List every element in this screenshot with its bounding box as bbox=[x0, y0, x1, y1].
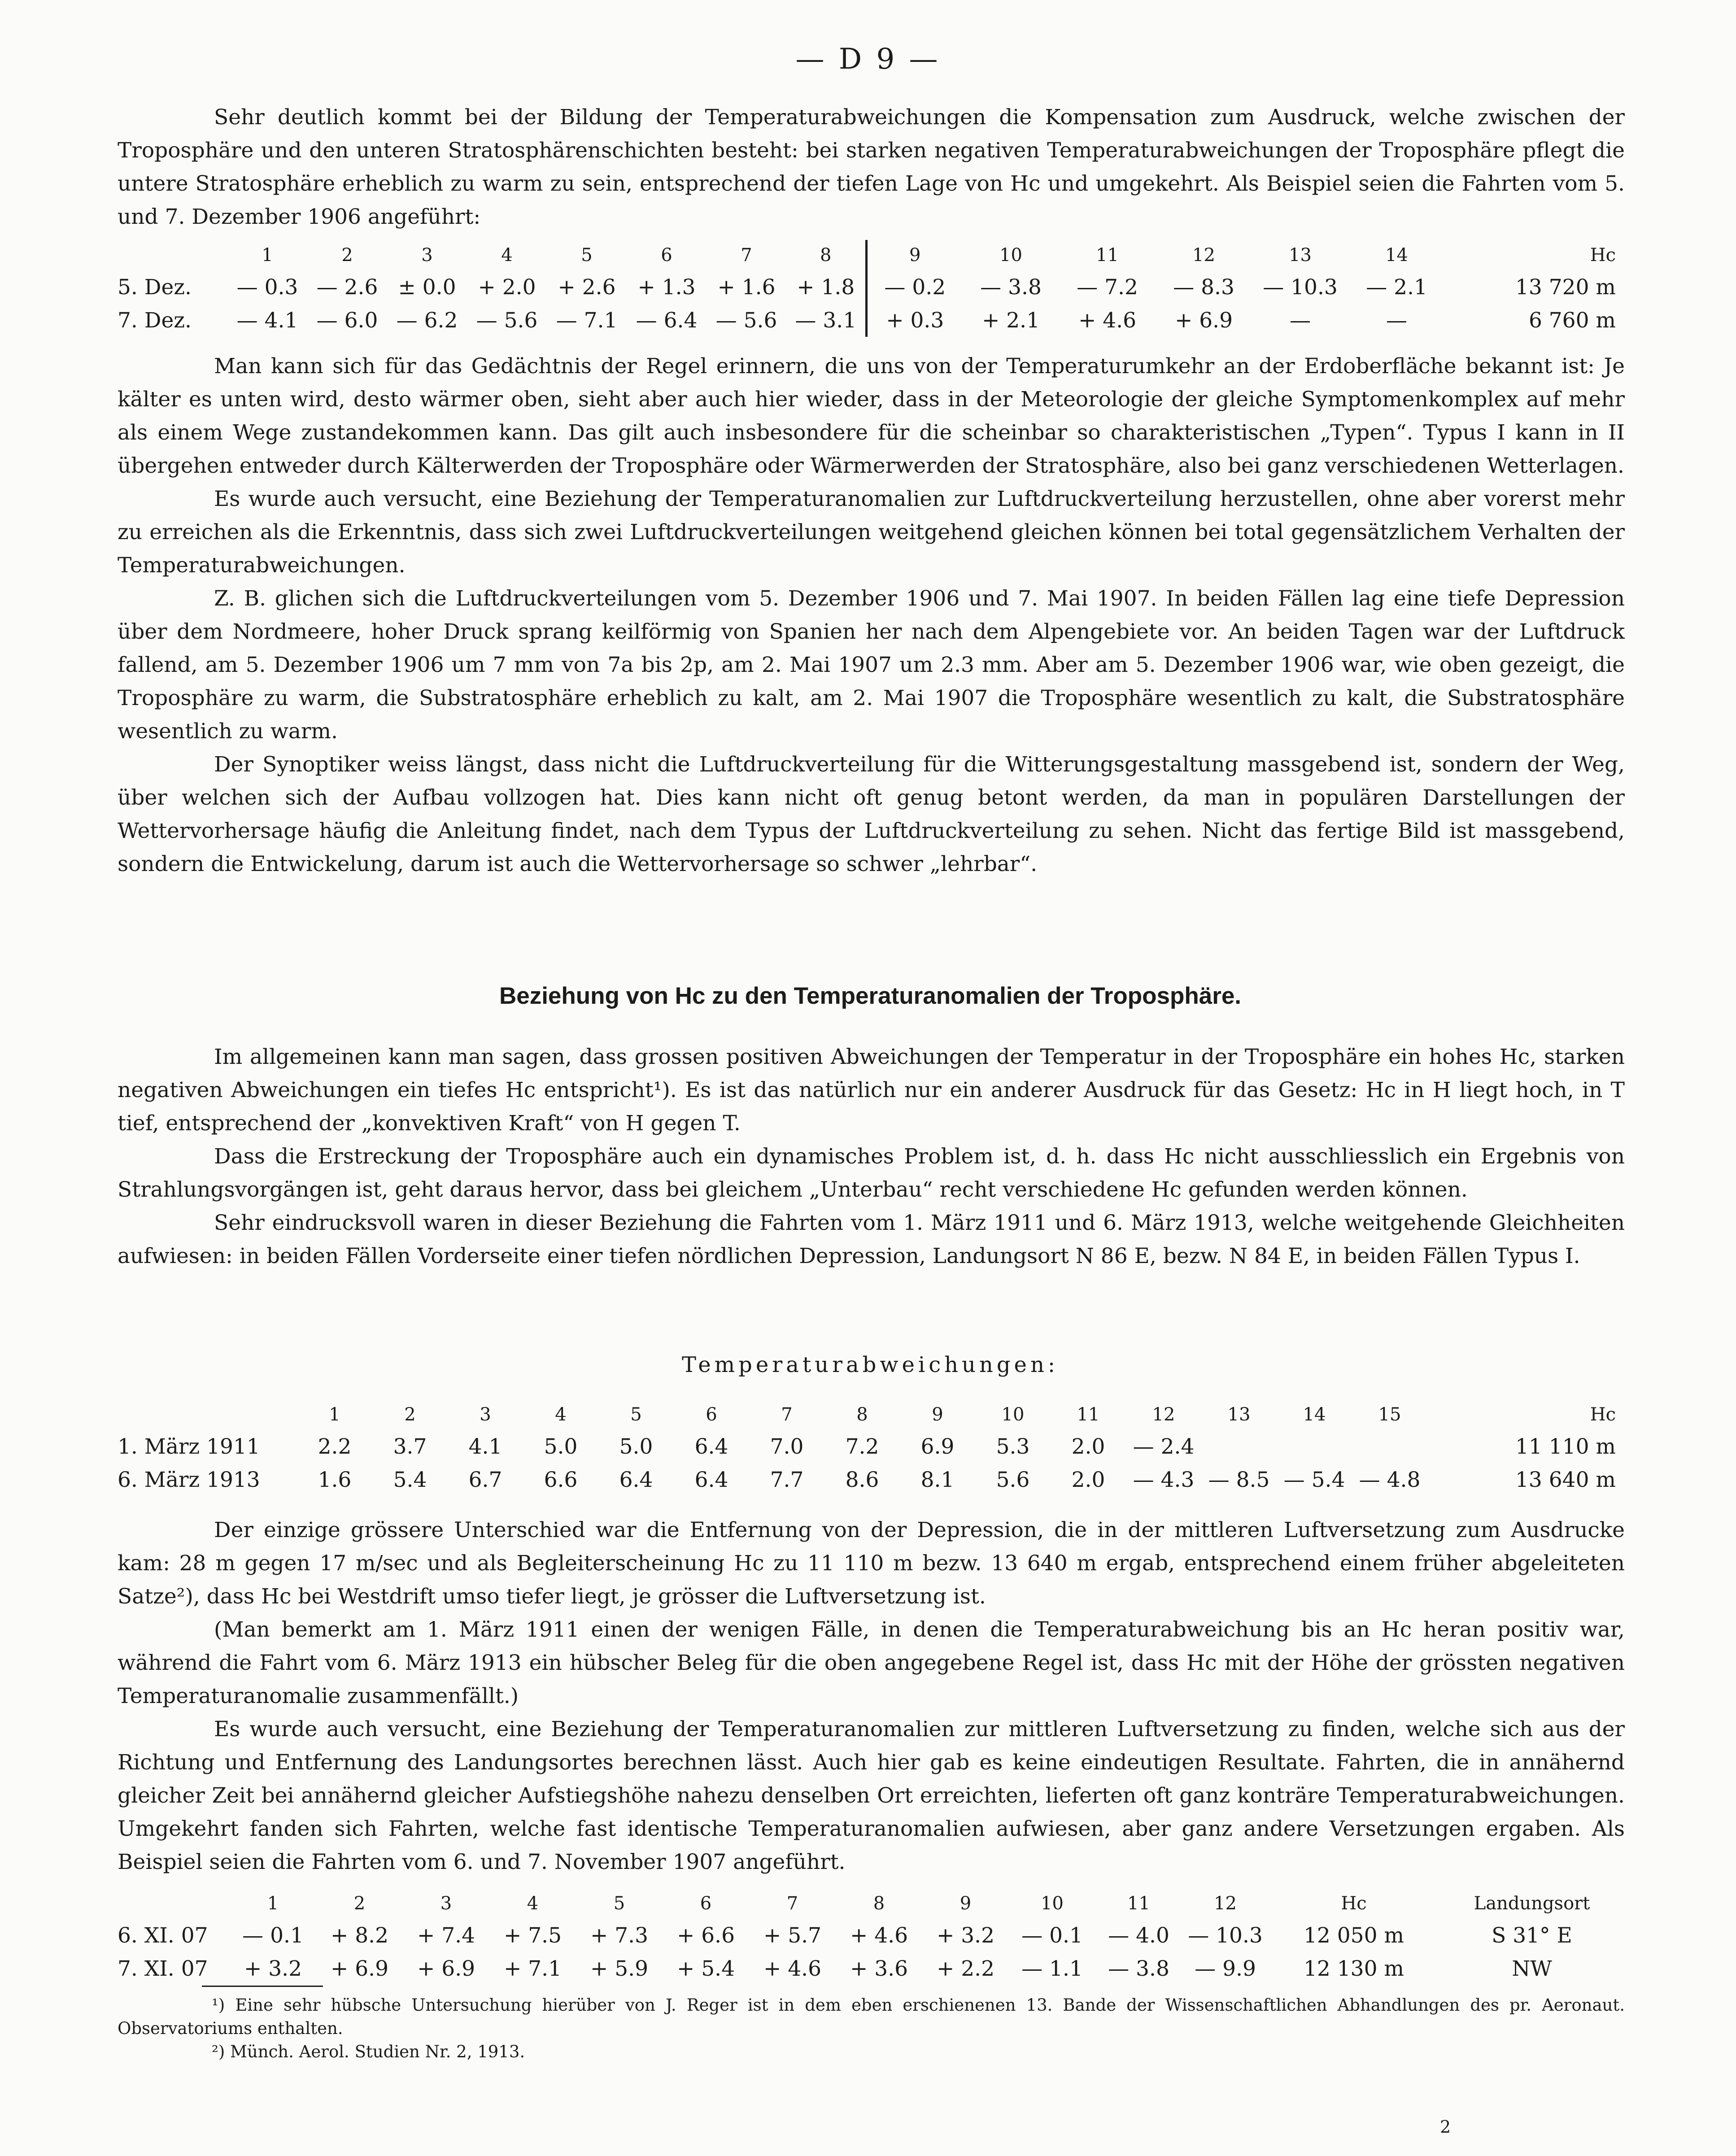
table-cell: + 8.2 bbox=[330, 1923, 389, 1948]
table-row bbox=[118, 1952, 1625, 1985]
page-number: 2 bbox=[1440, 2117, 1451, 2137]
table-november-1907 bbox=[118, 1888, 1625, 1985]
col-header: 1 bbox=[262, 245, 273, 266]
table-cell bbox=[1201, 1430, 1277, 1463]
col-header: 6 bbox=[706, 1404, 717, 1425]
table-cell: + 7.5 bbox=[503, 1923, 562, 1948]
page-header: — D 9 — bbox=[795, 43, 941, 76]
col-header: 4 bbox=[501, 245, 513, 266]
paragraph: Der einzige grössere Unterschied war die Entfernung von der Depression, die in der mittleren Luftversetzung zum Ausdrucke kam: 28 m gegen 17 m/sec und als Begleiterscheinung Hc zu 11 110 m bezw. 13 640 m ergab, entsprechend einem früher abgeleiteten Satze²), dass Hc bei Westdrift umso tiefer liegt, je grösser die Luftversetzung ist. bbox=[118, 1518, 1625, 1609]
table-cell: 7.2 bbox=[845, 1434, 879, 1459]
table-cell: 6.9 bbox=[920, 1434, 955, 1459]
table-cell: — 2.1 bbox=[1366, 274, 1427, 300]
table-cell: + 2.1 bbox=[981, 308, 1040, 333]
table-cell: — 6.2 bbox=[396, 308, 458, 333]
table-cell: + 4.6 bbox=[1078, 308, 1137, 333]
table-cell: 7.7 bbox=[770, 1467, 804, 1492]
table-cell: + 5.4 bbox=[676, 1956, 735, 1981]
col-header: 7 bbox=[781, 1404, 793, 1425]
table-cell: 6.6 bbox=[544, 1467, 578, 1492]
col-header: 4 bbox=[527, 1893, 539, 1914]
col-header: 8 bbox=[820, 245, 832, 266]
table-cell: + 6.6 bbox=[676, 1923, 735, 1948]
table-cell: 6 760 m bbox=[1528, 308, 1616, 333]
table-header-row bbox=[118, 1399, 1625, 1430]
paragraph: Im allgemeinen kann man sagen, dass grossen positiven Abweichungen der Temperatur in der Troposphäre ein hohes Hc, starken negativen Abweichungen ein tiefes Hc entspricht¹). Es ist das natürlich nur ein anderer Ausdruck für das Gesetz: Hc in H liegt hoch, in T tief, entsprechend der „konvektiven Kraft“ von H gegen T. bbox=[118, 1045, 1625, 1136]
section-heading: Beziehung von Hc zu den Temperaturanomalien der Troposphäre. bbox=[499, 983, 1242, 1009]
table-cell: — 4.0 bbox=[1108, 1923, 1169, 1948]
paragraph: Man kann sich für das Gedächtnis der Regel erinnern, die uns von der Temperaturumkehr an der Erdoberfläche bekannt ist: Je kälter es unten wird, desto wärmer oben, sieht aber auch hier wieder, dass in der Meteorologie der gleiche Symptomenkomplex auf mehr als einem Wege zustandekommen kann. Das gilt auch insbesondere für die scheinbar so charakteristischen „Typen“. Typus I kann in II übergehen entweder durch Kälterwerden der Troposphäre oder Wärmerwerden der Stratosphäre, also bei ganz verschiedenen Wetterlagen. bbox=[118, 354, 1625, 478]
col-header: 14 bbox=[1385, 245, 1408, 266]
table-cell: 8.6 bbox=[845, 1467, 879, 1492]
table-cell: — 6.4 bbox=[636, 308, 698, 333]
table-cell: — 4.8 bbox=[1359, 1467, 1421, 1492]
table-cell: + 2.2 bbox=[936, 1956, 995, 1981]
table-cell: + 3.2 bbox=[244, 1956, 302, 1981]
footnotes bbox=[118, 1994, 1625, 2064]
table-cell: + 4.6 bbox=[850, 1923, 908, 1948]
col-header: Landungsort bbox=[1474, 1893, 1590, 1914]
table-cell: — 7.2 bbox=[1077, 274, 1138, 300]
table-cell: — 5.4 bbox=[1283, 1467, 1345, 1492]
col-header: 12 bbox=[1192, 245, 1215, 266]
row-label: 5. Dez. bbox=[118, 274, 192, 300]
table-cell: ± 0.0 bbox=[398, 274, 456, 300]
table-cell: 1.6 bbox=[318, 1467, 352, 1492]
table-cell: 3.7 bbox=[393, 1434, 427, 1459]
table-dezember-1906 bbox=[118, 240, 1625, 337]
col-header: 12 bbox=[1214, 1893, 1237, 1914]
footnote: ²) Münch. Aerol. Studien Nr. 2, 1913. bbox=[212, 2042, 525, 2061]
table-cell: 5.4 bbox=[393, 1467, 427, 1492]
table-cell: — 0.1 bbox=[1021, 1923, 1083, 1948]
table-header-row bbox=[118, 240, 1625, 270]
intro-paragraph bbox=[118, 101, 1625, 234]
col-header: 7 bbox=[786, 1893, 798, 1914]
table-cell: 5.0 bbox=[619, 1434, 653, 1459]
col-header: 6 bbox=[661, 245, 672, 266]
table-cell: — bbox=[1290, 308, 1311, 333]
table-cell: — 10.3 bbox=[1263, 274, 1338, 300]
paragraph: (Man bemerkt am 1. März 1911 einen der wenigen Fälle, in denen die Temperaturabweichung bis an Hc heran positiv war, während die Fahrt vom 6. März 1913 ein hübscher Beleg für die oben angegebene Regel ist, dass Hc mit der Höhe der grössten negativen Temperaturanomalie zusammenfällt.) bbox=[118, 1617, 1625, 1708]
col-header: 7 bbox=[741, 245, 752, 266]
table-cell: + 3.2 bbox=[936, 1923, 995, 1948]
table-cell bbox=[1352, 1430, 1427, 1463]
table-cell: + 6.9 bbox=[330, 1956, 389, 1981]
paragraph: Es wurde auch versucht, eine Beziehung der Temperaturanomalien zur Luftdruckverteilung herzustellen, ohne aber vorerst mehr zu erreichen als die Erkenntnis, dass sich zwei Luftdruckverteilungen weitgehend gleichen können bei total gegensätzlichem Verhalten der Temperaturabweichungen. bbox=[118, 487, 1625, 578]
table-cell: 5.0 bbox=[544, 1434, 578, 1459]
table-cell: NW bbox=[1512, 1956, 1552, 1981]
table-cell: 2.0 bbox=[1071, 1434, 1105, 1459]
table-cell: S 31° E bbox=[1492, 1923, 1572, 1948]
table-cell bbox=[1277, 1430, 1352, 1463]
col-header: 8 bbox=[873, 1893, 885, 1914]
table-cell: — 0.3 bbox=[236, 274, 298, 300]
table-cell: — 3.8 bbox=[980, 274, 1042, 300]
table-cell: 6.7 bbox=[468, 1467, 502, 1492]
body-section-a bbox=[118, 350, 1625, 881]
table-cell: + 1.6 bbox=[717, 274, 776, 300]
table-cell: 7.0 bbox=[770, 1434, 804, 1459]
footnote-divider bbox=[202, 1986, 323, 1987]
table-cell: 5.6 bbox=[996, 1467, 1030, 1492]
col-header: Hc bbox=[1590, 1404, 1616, 1425]
col-header: 2 bbox=[404, 1404, 416, 1425]
table-cell: — 2.6 bbox=[316, 274, 378, 300]
table-cell: 6.4 bbox=[619, 1467, 653, 1492]
col-header: 3 bbox=[421, 245, 433, 266]
table-cell: 12 050 m bbox=[1304, 1923, 1404, 1948]
col-header: 3 bbox=[440, 1893, 452, 1914]
table-cell: 6.4 bbox=[694, 1434, 728, 1459]
table-cell: — 7.1 bbox=[556, 308, 618, 333]
col-header: 10 bbox=[999, 245, 1022, 266]
table-cell: 2.0 bbox=[1071, 1467, 1105, 1492]
col-header: Hc bbox=[1590, 245, 1616, 266]
table-cell: — 4.1 bbox=[236, 308, 298, 333]
table-cell: + 0.3 bbox=[866, 304, 963, 337]
table-row bbox=[118, 304, 1625, 337]
col-header: 9 bbox=[932, 1404, 943, 1425]
col-header: 5 bbox=[581, 245, 593, 266]
row-label: 1. März 1911 bbox=[118, 1434, 260, 1459]
row-label: 7. XI. 07 bbox=[118, 1956, 208, 1981]
table-cell: 4.1 bbox=[468, 1434, 502, 1459]
col-header: 9 bbox=[866, 240, 963, 270]
row-label: 7. Dez. bbox=[118, 308, 192, 333]
table-cell: — 3.8 bbox=[1108, 1956, 1169, 1981]
table-cell: + 1.8 bbox=[797, 274, 855, 300]
col-header: 13 bbox=[1227, 1404, 1251, 1425]
table-cell: — 5.6 bbox=[715, 308, 777, 333]
table-cell: — 0.1 bbox=[242, 1923, 304, 1948]
table-cell: 2.2 bbox=[318, 1434, 352, 1459]
table-cell: + 7.3 bbox=[590, 1923, 649, 1948]
col-header: 14 bbox=[1303, 1404, 1326, 1425]
table-cell: + 2.6 bbox=[558, 274, 616, 300]
table-cell: + 5.9 bbox=[590, 1956, 649, 1981]
paragraph: Dass die Erstreckung der Troposphäre auch ein dynamisches Problem ist, d. h. dass Hc nicht ausschliesslich ein Ergebnis von Strahlungsvorgängen ist, geht daraus hervor, dass bei gleichem „Unterbau“ recht verschiedene Hc gefunden werden können. bbox=[118, 1144, 1625, 1202]
table-row bbox=[118, 1430, 1625, 1463]
table-cell: + 2.0 bbox=[478, 274, 536, 300]
table-cell: — 0.2 bbox=[866, 270, 963, 304]
table-cell: 13 720 m bbox=[1515, 274, 1616, 300]
table-cell: + 7.1 bbox=[503, 1956, 562, 1981]
table-cell: — 10.3 bbox=[1188, 1923, 1263, 1948]
col-header: 11 bbox=[1077, 1404, 1100, 1425]
table-cell: — 4.3 bbox=[1133, 1467, 1195, 1492]
table-cell: + 3.6 bbox=[850, 1956, 908, 1981]
table-cell: — 6.0 bbox=[316, 308, 378, 333]
table-cell: + 7.4 bbox=[417, 1923, 475, 1948]
col-header: 1 bbox=[267, 1893, 279, 1914]
col-header: 9 bbox=[960, 1893, 972, 1914]
table-row bbox=[118, 1919, 1625, 1952]
col-header: 6 bbox=[700, 1893, 712, 1914]
col-header: 11 bbox=[1096, 245, 1119, 266]
table-cell: 13 640 m bbox=[1515, 1467, 1616, 1492]
table-cell: — 3.1 bbox=[795, 308, 857, 333]
intro-text: Sehr deutlich kommt bei der Bildung der Temperaturabweichungen die Kompensation zum Ausdruck, welche zwischen der Troposphäre und den unteren Stratosphärenschichten besteht: bei starken negativen Temperaturabweichungen der Troposphäre pflegt die untere Stratosphäre erheblich zu warm zu sein, entsprechend der tiefen Lage von Hc und umgekehrt. Als Beispiel seien die Fahrten vom 5. und 7. Dezember 1906 angeführt: bbox=[118, 105, 1625, 229]
col-header: 2 bbox=[353, 1893, 366, 1914]
col-header: 5 bbox=[630, 1404, 642, 1425]
col-header: 11 bbox=[1127, 1893, 1150, 1914]
col-header: 5 bbox=[613, 1893, 625, 1914]
table-cell: — 1.1 bbox=[1021, 1956, 1083, 1981]
col-header: Hc bbox=[1341, 1893, 1367, 1914]
table-cell: — bbox=[1386, 308, 1407, 333]
table-cell: 8.1 bbox=[920, 1467, 955, 1492]
table-cell: — 2.4 bbox=[1133, 1434, 1195, 1459]
table-cell: + 5.7 bbox=[763, 1923, 822, 1948]
table-cell: — 5.6 bbox=[476, 308, 538, 333]
col-header: 4 bbox=[555, 1404, 567, 1425]
table-row bbox=[118, 270, 1625, 304]
col-header: 1 bbox=[329, 1404, 340, 1425]
paragraph: Der Synoptiker weiss längst, dass nicht die Luftdruckverteilung für die Witterungsgestaltung massgebend ist, sondern der Weg, über welchen sich der Aufbau vollzogen hat. Dies kann nicht oft genug betont werden, da man in populären Darstellungen der Wettervorhersage häufig die Anleitung findet, nach dem Typus der Luftdruckverteilung zu sehen. Nicht das fertige Bild ist massgebend, sondern die Entwickelung, darum ist auch die Wettervorhersage so schwer „lehrbar“. bbox=[118, 752, 1625, 876]
col-header: 3 bbox=[480, 1404, 491, 1425]
table-cell: 12 130 m bbox=[1304, 1956, 1404, 1981]
table-header-row bbox=[118, 1888, 1625, 1919]
table-cell: + 1.3 bbox=[637, 274, 696, 300]
col-header: 12 bbox=[1152, 1404, 1175, 1425]
footnote: ¹) Eine sehr hübsche Untersuchung hierüber von J. Reger ist in dem eben erschienenen 13. Bande der Wissenschaftlichen Abhandlungen des pr. Aeronaut. Observatoriums enthalten. bbox=[118, 1995, 1625, 2038]
table-cell: + 4.6 bbox=[763, 1956, 822, 1981]
body-section-b bbox=[118, 1041, 1625, 1273]
table-cell: — 8.5 bbox=[1208, 1467, 1270, 1492]
paragraph: Sehr eindrucksvoll waren in dieser Beziehung die Fahrten vom 1. März 1911 und 6. März 1913, welche weitgehende Gleichheiten aufwiesen: in beiden Fällen Vorderseite einer tiefen nördlichen Depression, Landungsort N 86 E, bezw. N 84 E, in beiden Fällen Typus I. bbox=[118, 1211, 1625, 1268]
table-cell: 5.3 bbox=[996, 1434, 1030, 1459]
table-cell: 6.4 bbox=[694, 1467, 728, 1492]
col-header: 10 bbox=[1041, 1893, 1064, 1914]
col-header: 15 bbox=[1378, 1404, 1401, 1425]
col-header: 10 bbox=[1001, 1404, 1025, 1425]
table-cell: 11 110 m bbox=[1515, 1434, 1616, 1459]
col-header: 8 bbox=[856, 1404, 868, 1425]
col-header: 13 bbox=[1289, 245, 1312, 266]
table-cell: — 9.9 bbox=[1195, 1956, 1256, 1981]
paragraph: Z. B. glichen sich die Luftdruckverteilungen vom 5. Dezember 1906 und 7. Mai 1907. In beiden Fällen lag eine tiefe Depression über dem Nordmeere, hoher Druck sprang keilförmig von Spanien her nach dem Alpengebiete vor. An beiden Tagen war der Luftdruck fallend, am 5. Dezember 1906 um 7 mm von 7a bis 2p, am 2. Mai 1907 um 2.3 mm. Aber am 5. Dezember 1906 war, wie oben gezeigt, die Troposphäre zu warm, die Substratosphäre erheblich zu kalt, am 2. Mai 1907 die Troposphäre wesentlich zu kalt, die Substratosphäre wesentlich zu warm. bbox=[118, 586, 1625, 744]
table-row bbox=[118, 1463, 1625, 1496]
table-cell: + 6.9 bbox=[1174, 308, 1233, 333]
table-cell: + 6.9 bbox=[417, 1956, 475, 1981]
row-label: 6. XI. 07 bbox=[118, 1923, 208, 1948]
table-caption: Temperaturabweichungen: bbox=[681, 1352, 1059, 1377]
paragraph: Es wurde auch versucht, eine Beziehung der Temperaturanomalien zur mittleren Luftversetzung zu finden, welche sich aus der Richtung und Entfernung des Landungsortes berechnen lässt. Auch hier gab es keine eindeutigen Resultate. Fahrten, die in annähernd gleicher Zeit bei annähernd gleicher Aufstiegshöhe nahezu denselben Ort erreichten, lieferten oft ganz konträre Temperaturabweichungen. Umgekehrt fanden sich Fahrten, welche fast identische Temperaturanomalien aufwiesen, aber ganz andere Versetzungen ergaben. Als Beispiel seien die Fahrten vom 6. und 7. November 1907 angeführt. bbox=[118, 1717, 1625, 1874]
table-cell: — 8.3 bbox=[1173, 274, 1234, 300]
body-section-c bbox=[118, 1514, 1625, 1879]
row-label: 6. März 1913 bbox=[118, 1467, 260, 1492]
table-maerz-1911-1913 bbox=[118, 1399, 1625, 1496]
col-header: 2 bbox=[341, 245, 353, 266]
